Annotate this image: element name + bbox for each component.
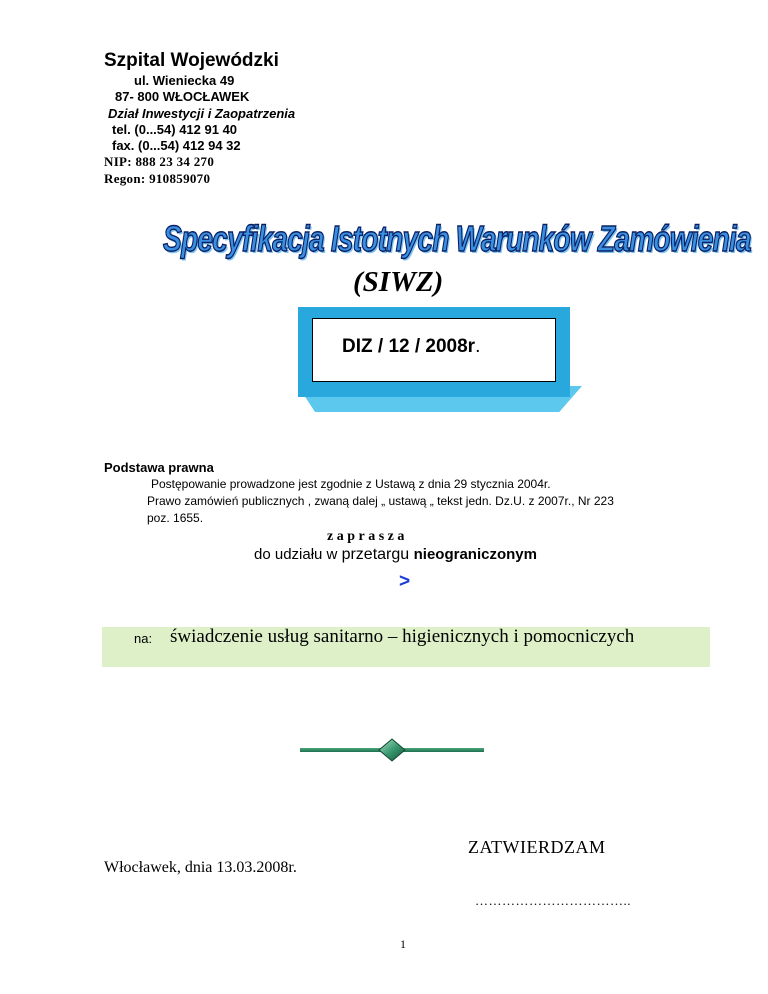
- tender-type: nieograniczonym: [413, 546, 537, 563]
- invite-part-b: przetargu: [341, 546, 414, 563]
- legal-basis-heading: Podstawa prawna: [104, 460, 214, 475]
- street-address: ul. Wieniecka 49: [134, 73, 235, 88]
- page-number: 1: [400, 937, 406, 951]
- signature-line: ……………………………..: [475, 893, 631, 908]
- invites-heading: zaprasza: [327, 529, 408, 544]
- fax-number: fax. (0...54) 412 94 32: [112, 138, 241, 153]
- legal-basis-line-3: poz. 1655.: [147, 511, 204, 525]
- institution-name: Szpital Wojewódzki: [104, 50, 279, 71]
- legal-basis-line-1: Postępowanie prowadzone jest zgodnie z Ustawą z dnia 29 stycznia 2004r.: [151, 477, 551, 491]
- department-name: Dział Inwestycji i Zaopatrzenia: [108, 106, 296, 121]
- tender-type-line: [254, 546, 537, 564]
- legal-basis-line-2: Prawo zamówień publicznych , zwaną dalej „ ustawą „ tekst jedn. Dz.U. z 2007r., Nr 223: [147, 494, 614, 508]
- case-number: [342, 336, 480, 358]
- diamond-divider-icon: [300, 738, 484, 762]
- case-number-dot: .: [475, 336, 481, 357]
- document-title-abbreviation: (SIWZ): [353, 266, 444, 298]
- nip-number: NIP: 888 23 34 270: [104, 154, 215, 169]
- document-title-wordart: Specyfikacja Istotnych Warunków Zamówienia: [163, 218, 751, 259]
- subject-text: świadczenie usług sanitarno – higienicznych i pomocniczych: [170, 626, 635, 647]
- regon-number: Regon: 910859070: [104, 171, 211, 186]
- arrow-right-icon: >: [399, 571, 411, 592]
- case-number-text: DIZ / 12 / 2008r: [342, 336, 476, 357]
- phone-number: tel. (0...54) 412 91 40: [112, 122, 238, 137]
- city-address: 87- 800 WŁOCŁAWEK: [115, 89, 250, 104]
- subject-prefix: na:: [134, 631, 153, 646]
- document-date: Włocławek, dnia 13.03.2008r.: [104, 859, 297, 876]
- invite-part-a: do udziału w: [254, 546, 342, 563]
- approval-label: ZATWIERDZAM: [468, 837, 606, 857]
